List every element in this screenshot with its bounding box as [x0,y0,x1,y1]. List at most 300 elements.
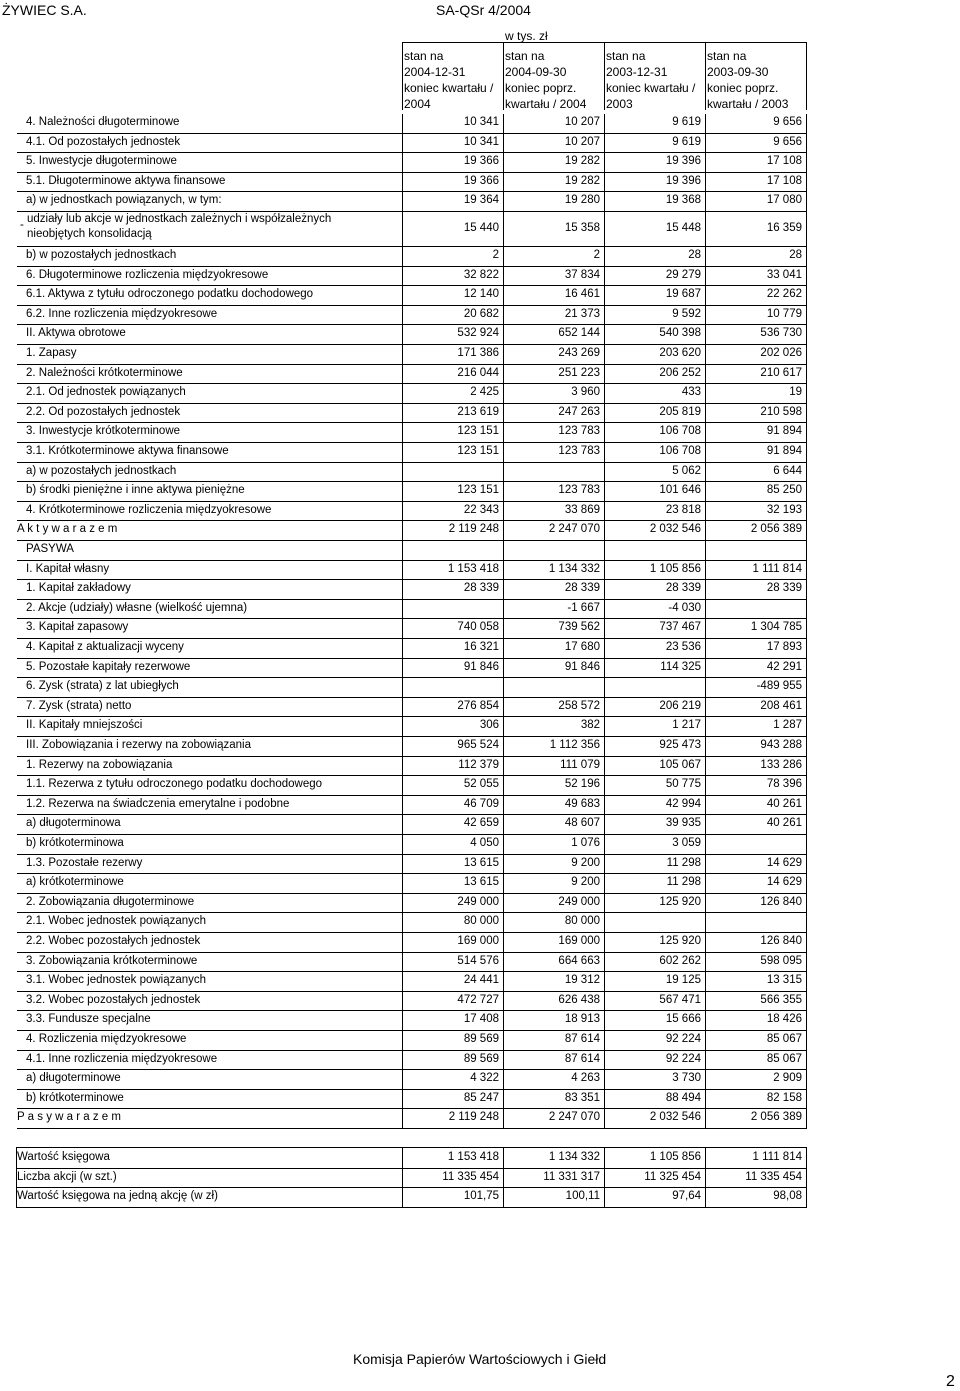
row-label [26,974,206,986]
column-divider [604,114,605,134]
row-value: 21 373 [564,307,600,320]
row-label-text: 5. Pozostałe kapitały rezerwowe [26,660,191,673]
summary-value: 1 105 856 [649,1151,701,1163]
column-divider [604,1109,605,1129]
column-divider [604,192,605,212]
row-label [26,347,77,359]
column-divider [402,1051,403,1071]
row-value: 1 217 [672,719,701,732]
column-divider [806,972,807,992]
row-label-text: P a s y w a r a z e m [17,1111,121,1124]
summary-label: Wartość księgowa na jedną akcję (w zł) [17,1190,218,1203]
summary-value: 101,75 [463,1190,499,1203]
row-value: 10 341 [463,116,499,128]
column-divider [604,757,605,777]
table-row [17,113,806,134]
header-divider [705,42,706,110]
row-value: 566 355 [760,993,802,1006]
row-value: 19 312 [564,974,600,987]
row-value: 18 913 [564,1013,600,1026]
row-value: 11 298 [666,856,701,869]
row-label [26,719,142,731]
column-divider [806,521,807,541]
row-value: 42 291 [766,660,802,673]
row-value: 536 730 [760,327,802,340]
column-divider [503,134,504,154]
row-label [26,602,247,614]
row-label-text: 3.2. Wobec pozostałych jednostek [26,993,201,1006]
column-divider [806,212,807,247]
table-row [17,211,806,247]
row-value: 85 247 [463,1091,499,1104]
row-value: 739 562 [558,621,600,634]
units-label: w tys. zł [505,29,548,43]
row-value: 6 644 [773,464,802,477]
row-value: 4 263 [571,1072,600,1085]
row-label-text: a) długoterminowa [26,817,121,830]
column-divider [402,306,403,326]
summary-label: Wartość księgowa [17,1151,110,1163]
column-divider [503,345,504,365]
row-value: 1 153 418 [447,562,499,575]
column-divider [806,134,807,154]
column-divider [402,933,403,953]
row-label [26,484,245,496]
row-value: 52 055 [463,778,499,791]
column-divider [705,134,706,154]
row-value: 23 536 [665,641,701,653]
column-divider [604,972,605,992]
row-label [26,249,176,261]
row-value: 19 125 [665,974,701,987]
row-label [26,175,225,187]
row-label-text: I. Kapitał własny [26,562,110,575]
column-divider [705,855,706,875]
row-value: 28 [688,249,701,261]
column-divider [806,1051,807,1071]
row-value: 2 [492,249,499,261]
column-divider [503,521,504,541]
column-divider [402,365,403,385]
row-label-text: 2. Zobowiązania długoterminowe [26,895,195,908]
row-label-text: 2. Akcje (udziały) własne (wielkość ujemna) [26,601,248,614]
column-divider [402,1070,403,1090]
column-divider [604,933,605,953]
row-label-text: 6. Długoterminowe rozliczenia międzyokresowe [26,268,269,281]
summary-divider [503,1187,504,1208]
row-label-text: III. Zobowiązania i rezerwy na zobowiązania [26,739,252,751]
column-divider [806,913,807,933]
row-value: 123 151 [457,425,499,438]
column-divider [705,717,706,737]
summary-value: 1 153 418 [447,1151,499,1163]
row-label-text: 3. Inwestycje krótkoterminowe [26,425,181,438]
column-divider [604,992,605,1012]
row-value: 37 834 [564,268,600,281]
column-divider [705,953,706,973]
row-label-text: 2.2. Wobec pozostałych jednostek [26,935,201,947]
table-row [17,540,806,561]
row-value: 49 683 [564,797,600,810]
column-divider [806,855,807,875]
column-header-line: stan na [505,49,545,63]
row-value: 2 [593,249,600,261]
column-divider [806,325,807,345]
row-value: 9 200 [571,856,600,869]
row-label [26,543,74,555]
column-divider [806,1031,807,1051]
column-divider [806,874,807,894]
row-value: 17 893 [766,641,802,653]
column-divider [705,404,706,424]
row-value: 17 680 [564,641,600,653]
column-divider [806,306,807,326]
column-divider [604,325,605,345]
column-divider [604,1011,605,1031]
row-value: 17 108 [766,155,802,168]
column-divider [705,776,706,796]
row-label [26,1072,121,1084]
row-value: 17 080 [766,194,802,207]
row-value: 9 200 [571,876,600,889]
column-divider [503,894,504,914]
row-value: 213 619 [457,405,499,418]
row-label-text: 6.1. Aktywa z tytułu odroczonego podatku dochodowego [26,288,314,301]
summary-divider [806,1148,807,1169]
column-divider [503,972,504,992]
table-row [17,364,806,385]
column-divider [806,698,807,718]
row-label [26,896,194,908]
row-value: 28 339 [766,582,802,595]
table-row [17,854,806,875]
column-divider [402,286,403,306]
column-divider [402,913,403,933]
column-divider [705,796,706,816]
column-divider [806,443,807,463]
table-row [17,814,806,835]
column-divider [604,1031,605,1051]
row-value: 32 193 [766,503,802,516]
row-value: 9 592 [672,307,701,320]
row-value: 19 282 [564,155,600,168]
column-divider [705,114,706,134]
column-divider [402,737,403,757]
summary-value: 11 335 454 [442,1170,499,1183]
row-value: 33 869 [564,503,600,516]
column-divider [402,423,403,443]
table-row [17,952,806,973]
column-divider [705,874,706,894]
row-value: 85 067 [766,1052,802,1065]
column-divider [604,541,605,561]
column-divider [806,619,807,639]
row-value: 208 461 [760,699,802,712]
row-label [26,308,217,320]
row-value: 171 386 [457,347,499,359]
row-label [26,994,200,1006]
row-value: 9 656 [773,116,802,128]
row-value: 540 398 [659,327,701,340]
row-value: 1 105 856 [649,562,701,575]
row-value: 5 062 [672,464,701,477]
column-divider [806,796,807,816]
row-value: 19 364 [463,194,499,207]
column-divider [705,678,706,698]
column-divider [604,153,605,173]
row-label [26,817,121,829]
row-label [26,269,268,281]
column-divider [402,659,403,679]
row-label-text: a) w jednostkach powiązanych, w tym: [26,194,222,207]
header-divider [402,42,403,110]
column-header-line: koniec kwartału / [606,81,696,95]
column-header-line: 2003-12-31 [606,65,668,79]
row-label [26,621,128,633]
row-label-text: b) środki pieniężne i inne aktywa pieniężne [26,484,245,497]
row-value: 92 224 [665,1052,701,1065]
column-divider [806,541,807,561]
summary-divider [604,1148,605,1169]
company-name: ŻYWIEC S.A. [2,2,87,18]
row-label [26,1033,186,1045]
summary-label: Liczba akcji (w szt.) [17,1170,117,1183]
row-value: 10 207 [564,135,600,148]
column-divider [402,619,403,639]
row-value: 14 629 [766,856,802,869]
column-divider [402,212,403,247]
footer-text: Komisja Papierów Wartościowych i Giełd [353,1351,607,1367]
column-divider [402,1031,403,1051]
row-value: 306 [479,719,499,732]
row-value: 925 473 [659,739,701,751]
column-divider [806,933,807,953]
row-label [26,406,180,418]
column-divider [806,423,807,443]
column-divider [604,698,605,718]
table-row [17,191,806,212]
column-divider [806,992,807,1012]
row-label [26,582,131,594]
row-label [26,759,172,771]
row-label-text: a) krótkoterminowe [26,876,124,889]
column-divider [806,286,807,306]
column-divider [503,153,504,173]
column-divider [503,933,504,953]
column-divider [402,443,403,463]
row-value: 85 250 [766,484,802,497]
column-divider [402,247,403,267]
column-divider [604,717,605,737]
column-divider [705,1051,706,1071]
row-label-text: 1. Rezerwy na zobowiązania [26,758,173,771]
row-value: 32 822 [463,268,499,281]
column-divider [806,1011,807,1031]
table-row [17,795,806,816]
column-divider [806,267,807,287]
row-value: 664 663 [558,954,600,967]
column-divider [705,835,706,855]
row-value: 15 358 [564,222,600,234]
column-divider [604,659,605,679]
row-label [26,798,289,810]
column-header [404,48,493,112]
row-value: 19 368 [665,194,701,207]
row-value: 18 426 [766,1013,802,1026]
column-divider [705,815,706,835]
summary-divider [503,1168,504,1189]
column-divider [604,365,605,385]
row-label-text: udziały lub akcje w jednostkach zależnych i współzależnych [27,213,332,225]
row-value: 91 894 [766,445,802,457]
table-row [17,133,806,154]
column-divider [604,173,605,193]
row-label-text: 1.2. Rezerwa na świadczenia emerytalne i podobne [26,797,290,810]
row-label-text: 3. Zobowiązania krótkoterminowe [26,954,198,967]
header-divider [604,42,605,110]
row-label [26,194,222,206]
row-value: 472 727 [457,993,499,1006]
column-divider [604,1051,605,1071]
summary-value: 11 335 454 [745,1170,802,1183]
row-value: 567 471 [659,993,701,1006]
column-divider [806,192,807,212]
row-value: -4 030 [668,601,701,614]
column-divider [503,247,504,267]
table-row [17,775,806,796]
column-divider [705,913,706,933]
row-value: 2 247 070 [548,523,600,536]
row-label-text: b) krótkoterminowe [26,1091,124,1104]
summary-divider [604,1187,605,1208]
column-divider [402,134,403,154]
column-divider [705,463,706,483]
column-divider [705,1090,706,1110]
row-value: 123 783 [558,484,600,497]
column-divider [503,463,504,483]
row-value: 80 000 [463,915,499,928]
column-divider [806,776,807,796]
column-divider [806,757,807,777]
row-value: 2 425 [470,386,499,399]
column-divider [503,267,504,287]
row-value: 87 614 [564,1052,600,1065]
table-row [17,658,806,679]
column-header [707,48,788,112]
column-header-line: koniec poprz. [707,81,779,95]
row-value: 205 819 [659,405,701,418]
row-value: 737 467 [659,621,701,634]
column-divider [604,1090,605,1110]
column-divider [503,717,504,737]
row-value: 82 158 [766,1091,802,1104]
column-divider [806,894,807,914]
row-value: 210 598 [760,405,802,418]
column-divider [705,600,706,620]
column-divider [503,502,504,522]
table-row [17,383,806,404]
column-divider [705,384,706,404]
column-divider [503,737,504,757]
row-value: 28 339 [463,582,499,595]
column-divider [806,815,807,835]
column-divider [503,678,504,698]
column-divider [604,134,605,154]
column-divider [503,423,504,443]
row-value: 126 840 [760,895,802,908]
column-header-line: 2004 [404,97,431,111]
row-value: 1 112 356 [549,739,600,751]
row-label-text: 1. Zapasy [26,347,77,359]
row-label-text: 4.1. Inne rozliczenia międzyokresowe [26,1052,218,1065]
row-value: 46 709 [463,797,499,810]
column-divider [402,561,403,581]
row-value: 13 315 [766,974,802,987]
row-value: 2 119 248 [448,1111,499,1124]
row-label [26,700,131,712]
column-divider [402,757,403,777]
column-divider [604,267,605,287]
summary-row [16,1168,807,1189]
row-value: 15 448 [665,222,701,234]
column-divider [503,639,504,659]
summary-divider [806,1168,807,1189]
column-divider [604,619,605,639]
column-divider [503,1051,504,1071]
summary-divider [503,1148,504,1169]
row-label-text: 1. Kapitał zakładowy [26,582,131,595]
row-value: 10 207 [564,116,600,128]
row-value: 89 569 [463,1033,499,1045]
row-value: 2 909 [773,1072,802,1085]
column-divider [402,972,403,992]
column-header [505,48,586,112]
column-divider [705,247,706,267]
table-row [17,618,806,639]
column-divider [604,482,605,502]
column-divider [402,404,403,424]
column-divider [503,1070,504,1090]
row-value: 101 646 [659,484,701,497]
column-divider [402,153,403,173]
row-label [26,386,186,398]
column-divider [705,267,706,287]
row-value: 106 708 [659,445,701,457]
row-value: 19 396 [665,155,701,168]
row-value: 19 [789,386,802,399]
column-divider [705,365,706,385]
row-value: 202 026 [760,347,802,359]
column-divider [604,306,605,326]
row-label [26,445,229,457]
column-divider [705,757,706,777]
column-divider [402,600,403,620]
row-value: 10 341 [463,135,499,148]
summary-divider [705,1168,706,1189]
column-divider [705,286,706,306]
row-value: 216 044 [457,366,499,379]
column-divider [402,874,403,894]
row-value: 276 854 [457,699,499,712]
row-value: 83 351 [564,1091,600,1104]
column-divider [705,619,706,639]
row-value: 4 322 [470,1072,499,1085]
row-value: 210 617 [760,366,802,379]
column-header-line: 2003-09-30 [707,65,769,79]
summary-divider [16,1148,17,1169]
column-divider [604,600,605,620]
summary-value: 100,11 [565,1190,600,1203]
